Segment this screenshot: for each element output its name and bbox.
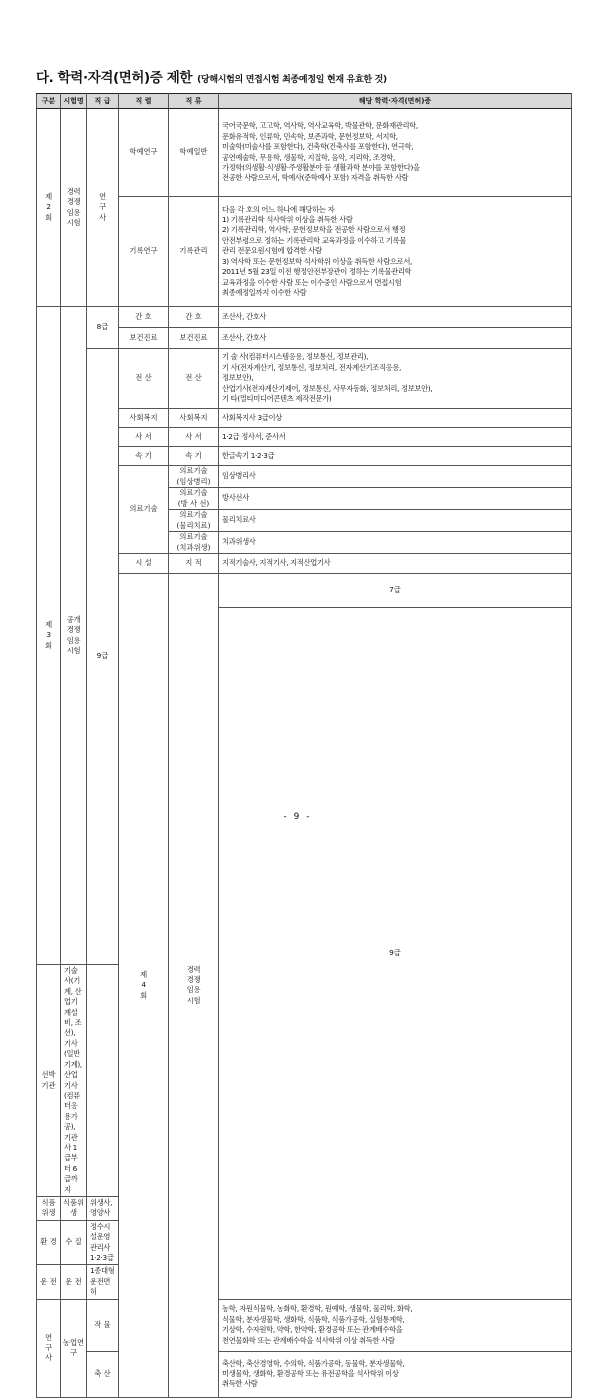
series-cell: 식품위생 [37, 1196, 61, 1220]
header-grade: 직 급 [87, 94, 119, 109]
heading-title: 다. 학력·자격(면허)증 제한 [36, 70, 193, 86]
qualification-cell: 기술사(기계, 산업기계설비, 조선), 기사(일반기계), 산업기사(컴퓨터응용가공), 기관사 1급부터 6급까지 [61, 965, 87, 1197]
qualification-cell: 국어국문학, 고고학, 역사학, 역사교육학, 박물관학, 문화재관리학, 문화유적학, 인류학, 민속학, 보존과학, 문헌정보학, 서지학, 미술학(미술사를 포함한다), 건축학(건축사를 포함한다), 연극학, 공연예술학, 무용학, 생물학, 지질학, 음악, 지리학, 조경학, 가정학(의생활·식생활·주생활분야 등 생활과학 분야를 포함한다)을 전공한 사람으로서, 학예사(준학예사 포함) 자격을 취득한 사람 [219, 109, 572, 197]
table-row [37, 349, 572, 409]
series-cell: 농업연구 [61, 1299, 87, 1397]
qualification-cell: 물리치료사 [219, 510, 572, 532]
class-cell: 의료기술 (방 사 선) [169, 488, 219, 510]
class-cell: 작 물 [87, 1299, 119, 1351]
qualification-cell: 지적기술사, 지적기사, 지적산업기사 [219, 554, 572, 574]
page-number: - 9 - [283, 812, 312, 822]
series-cell: 환 경 [37, 1220, 61, 1265]
table-header-row [37, 94, 572, 109]
class-cell: 학예일반 [169, 109, 219, 197]
qualification-cell: 사회복지사 3급이상 [219, 409, 572, 428]
class-cell: 기록관리 [169, 197, 219, 307]
series-cell: 속 기 [119, 447, 169, 466]
table-row [37, 1351, 572, 1397]
class-cell: 속 기 [169, 447, 219, 466]
qualification-cell: 방사선사 [219, 488, 572, 510]
qualification-cell: 기 술 사(컴퓨터시스템응용, 정보통신, 정보관리), 기 사(전자계산기, 정보통신, 정보처리, 전자계산기조직응용, 정보보안), 산업기사(전자계산기제어, 정보통신, 사무자동화, 정보처리, 정보보안), 기 타(멀티미디어콘텐츠 제작전문가) [219, 349, 572, 409]
class-cell: 수 질 [61, 1220, 87, 1265]
section-heading [36, 66, 576, 86]
round-2-label: 제 2 회 [37, 109, 61, 307]
header-series: 직 렬 [119, 94, 169, 109]
qualification-cell: 축산학, 축산경영학, 수의학, 식품가공학, 동물학, 분자생물학, 미생물학, 생화학, 환경공학 또는 유전공학을 석사학위 이상 취득한 사람 [219, 1351, 572, 1397]
series-cell: 전 산 [119, 349, 169, 409]
table-row [37, 307, 572, 328]
class-cell: 축 산 [87, 1351, 119, 1397]
header-division: 구분 [37, 94, 61, 109]
qualification-cell: 조산사, 간호사 [219, 328, 572, 349]
qualification-cell: 한글속기 1·2·3급 [219, 447, 572, 466]
series-cell: 기록연구 [119, 197, 169, 307]
class-cell: 의료기술 (치과위생) [169, 532, 219, 554]
class-cell: 간 호 [169, 307, 219, 328]
grade-9-cell: 9급 [87, 349, 119, 965]
qualification-cell: 정수시설운영관리사 1·2·3급 [87, 1220, 119, 1265]
table-row [37, 1299, 572, 1351]
class-cell: 사 서 [169, 428, 219, 447]
qualification-cell: 농학, 자원식물학, 농화학, 환경학, 원예학, 생물학, 물리학, 화학, 식물학, 분자생물학, 생화학, 식품학, 식품가공학, 실험통계학, 기상학, 수자원학, 약학, 한약학, 환경공학 또는 관계배수학을 천연물화학 또는 관계배수학을 석사학위 이상 취득한 사람 [219, 1299, 572, 1351]
header-exam: 시험명 [61, 94, 87, 109]
round-3-label: 제 3 회 [37, 307, 61, 965]
class-cell: 운 전 [61, 1265, 87, 1299]
round-2-grade: 연 구 사 [87, 109, 119, 307]
qualification-cell: 1·2급 정사서, 준사서 [219, 428, 572, 447]
round-4-label: 제 4 회 [119, 574, 169, 1398]
round-3-exam: 공개 경쟁 임용 시험 [61, 307, 87, 965]
series-cell: 사회복지 [119, 409, 169, 428]
research-grade-cell: 연 구 사 [37, 1299, 61, 1397]
class-cell: 지 적 [169, 554, 219, 574]
series-cell: 학예연구 [119, 109, 169, 197]
series-cell: 시 설 [119, 554, 169, 574]
class-cell: 전 산 [169, 349, 219, 409]
header-class: 직 류 [169, 94, 219, 109]
class-cell: 식품위생 [61, 1196, 87, 1220]
qualification-cell: 다음 각 호의 어느 하나에 해당하는 자 1) 기록관리학 석사학위 이상을 취득한 사람 2) 기록관리학, 역사학, 문헌정보학을 전공한 사람으로서 행정 안전부령으로 정하는 기록관리학 교육과정을 이수하고 기록물 관리 전문요원시험에 합격한 사람 3) 역사학 또는 문헌정보학 석사학위 이상을 취득한 사람으로서, 2011년 5월 23일 이전 행정안전부장관이 정하는 기록물관리학 교육과정을 이수한 사람 또는 이수중인 사람으로서 면접시험 최종예정일까지 이수한 사람 [219, 197, 572, 307]
requirements-table [36, 93, 572, 1398]
qualification-cell: 1종대형운전면허 [87, 1265, 119, 1299]
qualification-cell: 위생사, 영양사 [87, 1196, 119, 1220]
grade-9-cell: 9급 [219, 608, 572, 1299]
series-cell: 간 호 [119, 307, 169, 328]
grade-7-cell: 7급 [219, 574, 572, 608]
round-4-exam: 경력 경쟁 임용 시험 [169, 574, 219, 1398]
class-cell: 보건진료 [169, 328, 219, 349]
qualification-cell: 치과위생사 [219, 532, 572, 554]
grade-8-cell: 8급 [87, 307, 119, 349]
series-cell: 운 전 [37, 1265, 61, 1299]
series-cell: 사 서 [119, 428, 169, 447]
qualification-cell: 조산사, 간호사 [219, 307, 572, 328]
class-cell: 선박기관 [37, 965, 61, 1197]
class-cell: 의료기술 (물리치료) [169, 510, 219, 532]
round-2-exam: 경력 경쟁 임용 시험 [61, 109, 87, 307]
class-cell: 사회복지 [169, 409, 219, 428]
series-cell: 보건진료 [119, 328, 169, 349]
heading-note: (당해시험의 면접시험 최종예정일 현재 유효한 것) [197, 75, 387, 85]
qualification-cell: 임상병리사 [219, 466, 572, 488]
series-cell: 의료기술 [119, 466, 169, 554]
table-row [37, 109, 572, 197]
class-cell: 의료기술 (임상병리) [169, 466, 219, 488]
header-qualification: 해당 학력·자격(면허)증 [219, 94, 572, 109]
